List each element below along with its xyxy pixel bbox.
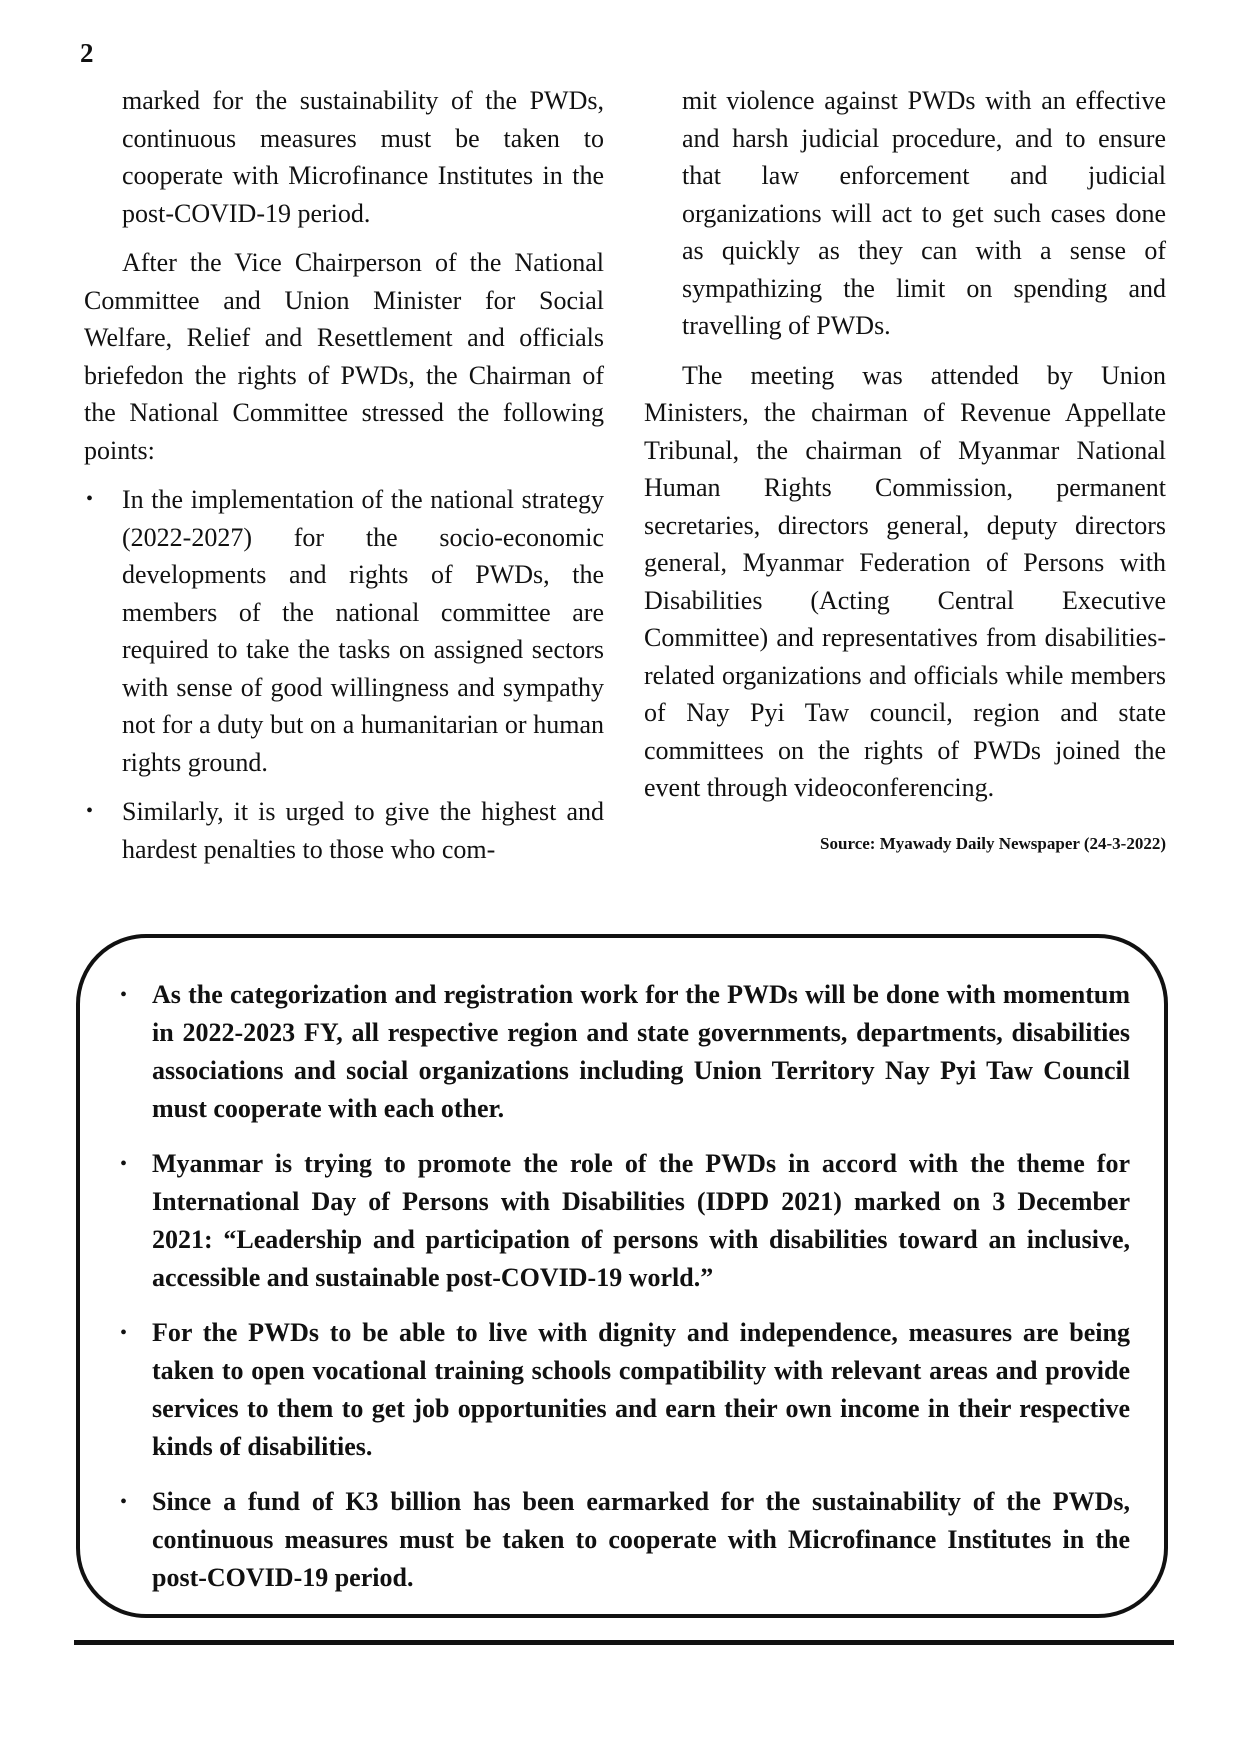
continued-paragraph: marked for the sustainability of the PWDs, continuous measures must be taken to cooperate with Microfinance Institutes in the post-COVID-19 period.: [122, 86, 604, 228]
bullet-icon: •: [120, 1153, 128, 1175]
bullet-list: [84, 481, 604, 868]
highlight-item-text: As the categorization and registration work for the PWDs will be done with momentum in 2022-2023 FY, all respective region and state governments, departments, disabilities associations and social organizations including Union Territory Nay Pyi Taw Council must cooperate with each other.: [152, 980, 1130, 1123]
highlight-item: [110, 1483, 1130, 1597]
highlight-item: [110, 976, 1130, 1128]
list-item-text: In the implementation of the national strategy (2022-2027) for the socio-economic developments and rights of PWDs, the members of the national committee are required to take the tasks on assigned sectors with sense of good willingness and sympathy not for a duty but on a humanitarian or human rights ground.: [122, 485, 604, 777]
list-item: [84, 481, 604, 781]
highlight-item: [110, 1145, 1130, 1297]
bullet-icon: •: [86, 800, 94, 822]
right-column: [644, 82, 1166, 862]
highlight-item-text: Myanmar is trying to promote the role of the PWDs in accord with the theme for International Day of Persons with Disabilities (IDPD 2021) marked on 3 December 2021: “Leadership and participation of persons with disabilities toward an inclusive, accessible and sustainable post-COVID-19 world.”: [152, 1149, 1130, 1292]
list-item: [84, 793, 604, 868]
body-paragraph: After the Vice Chairperson of the National Committee and Union Minister for Social Welfare, Relief and Resettlement and officials briefedon the rights of PWDs, the Chairman of the National Committee stressed the following points:: [84, 248, 604, 465]
highlight-item-text: For the PWDs to be able to live with dignity and independence, measures are being taken to open vocational training schools compatibility with relevant areas and provide services to them to get job opportunities and earn their own income in their respective kinds of disabilities.: [152, 1318, 1130, 1461]
body-paragraph: The meeting was attended by Union Ministers, the chairman of Revenue Appellate Tribunal, the chairman of Myanmar National Human Rights Commission, permanent secretaries, directors general, deputy directors general, Myanmar Federation of Persons with Disabilities (Acting Central Executive Committee) and representatives from disabilities-related organizations and officials while members of Nay Pyi Taw council, region and state committees on the rights of PWDs joined the event through videoconferencing.: [644, 360, 1166, 802]
page-number: 2: [80, 38, 94, 68]
highlight-item-text: Since a fund of K3 billion has been earmarked for the sustainability of the PWDs, continuous measures must be taken to cooperate with Microfinance Institutes in the post-COVID-19 period.: [152, 1487, 1130, 1592]
bottom-rule-divider: [74, 1640, 1174, 1645]
source-citation: Source: Myawady Daily Newspaper (24-3-2022): [820, 833, 1166, 853]
left-column: [84, 82, 604, 880]
bullet-icon: •: [120, 1322, 128, 1344]
highlight-item: [110, 1314, 1130, 1466]
continued-paragraph: mit violence against PWDs with an effective and harsh judicial procedure, and to ensure that law enforcement and judicial organizations will act to get such cases done as quickly as they can with a sense of sympathizing the limit on spending and travelling of PWDs.: [682, 86, 1166, 340]
highlight-box: [76, 934, 1168, 1618]
bullet-icon: •: [86, 488, 94, 510]
bullet-icon: •: [120, 1491, 128, 1513]
bullet-icon: •: [120, 984, 128, 1006]
list-item-text: Similarly, it is urged to give the highest and hardest penalties to those who com-: [122, 797, 604, 864]
highlight-list: [80, 938, 1164, 1597]
